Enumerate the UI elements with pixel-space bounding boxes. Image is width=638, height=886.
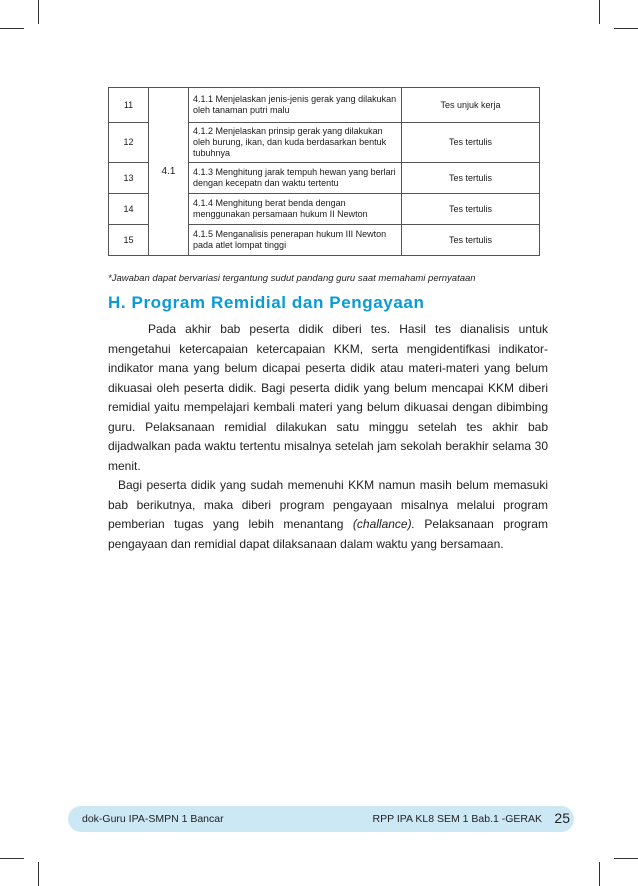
footer-document-title: RPP IPA KL8 SEM 1 Bab.1 -GERAK: [372, 813, 542, 825]
body-text: [108, 320, 548, 554]
kd-code: 4.1: [149, 88, 189, 256]
row-number: 15: [109, 225, 149, 256]
crop-mark: [38, 862, 39, 886]
table-row: [109, 88, 540, 123]
technique-text: Tes tertulis: [402, 225, 540, 256]
page-footer: [68, 806, 574, 832]
paragraph: [108, 476, 548, 554]
paragraph-text: Pelaksanaan program pengayaan dan remidial dapat dilaksanaan dalam waktu yang bersamaan.: [108, 517, 548, 551]
footer-source: dok-Guru IPA-SMPN 1 Bancar: [82, 813, 224, 825]
italic-term: (challance).: [352, 517, 415, 531]
row-number: 13: [109, 163, 149, 194]
technique-text: Tes tertulis: [402, 123, 540, 163]
crop-mark: [614, 858, 638, 859]
row-number: 14: [109, 194, 149, 225]
page-number: 25: [554, 810, 570, 826]
assessment-table: [108, 87, 540, 256]
indicator-text: 4.1.1 Menjelaskan jenis-jenis gerak yang dilakukan oleh tanaman putri malu: [189, 88, 402, 123]
crop-mark: [599, 862, 600, 886]
paragraph-text: Bagi peserta didik yang sudah memenuhi KKM namun masih belum memasuki bab berikutnya, maka diberi program pengayaan misalnya melalui program pemberian tugas yang lebih menantang: [108, 478, 548, 531]
crop-mark: [0, 858, 24, 859]
crop-mark: [599, 0, 600, 24]
row-number: 12: [109, 123, 149, 163]
technique-text: Tes tertulis: [402, 163, 540, 194]
indicator-text: 4.1.3 Menghitung jarak tempuh hewan yang berlari dengan kecepatn dan waktu tertentu: [189, 163, 402, 194]
crop-mark: [614, 28, 638, 29]
indicator-text: 4.1.4 Menghitung berat benda dengan menggunakan persamaan hukum II Newton: [189, 194, 402, 225]
indicator-text: 4.1.2 Menjelaskan prinsip gerak yang dilakukan oleh burung, ikan, dan kuda berdasarkan bentuk tubuhnya: [189, 123, 402, 163]
indicator-text: 4.1.5 Menganalisis penerapan hukum III Newton pada atlet lompat tinggi: [189, 225, 402, 256]
crop-mark: [38, 0, 39, 24]
crop-mark: [0, 28, 24, 29]
section-heading: H. Program Remidial dan Pengayaan: [108, 293, 425, 312]
technique-text: Tes tertulis: [402, 194, 540, 225]
table-footnote: *Jawaban dapat bervariasi tergantung sudut pandang guru saat memahami pernyataan: [108, 273, 476, 284]
paragraph: Pada akhir bab peserta didik diberi tes. Hasil tes dianalisis untuk mengetahui ketercapaian ketercapaian KKM, serta mengidentifkasi indikator-indikator mana yang belum dicapai peserta didik atau materi-materi yang belum dikuasai oleh peserta didik. Bagi peserta didik yang belum mencapai KKM diberi remidial yaitu mempelajari kembali materi yang belum dikuasai dengan dibimbing guru. Pelaksanaan remidial dilakukan satu minggu setelah tes akhir bab dijadwalkan pada waktu tertentu misalnya setelah jam sekolah berakhir selama 30 menit.: [108, 322, 548, 473]
technique-text: Tes unjuk kerja: [402, 88, 540, 123]
row-number: 11: [109, 88, 149, 123]
